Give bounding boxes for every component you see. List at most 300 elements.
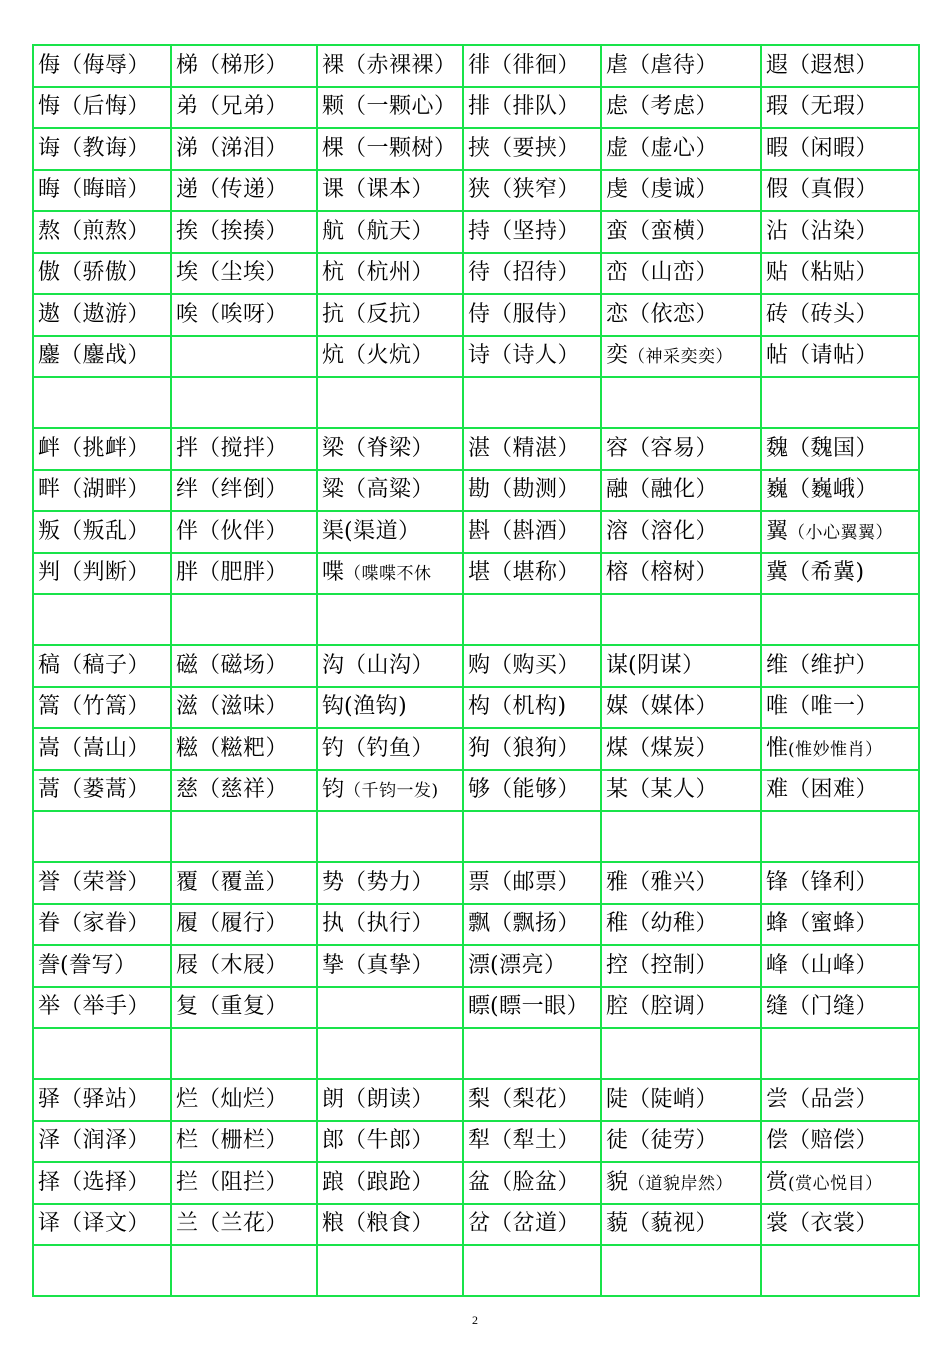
empty-cell xyxy=(317,377,463,428)
character-cell xyxy=(463,128,601,170)
empty-cell xyxy=(463,594,601,645)
example-word: （堪称） xyxy=(490,560,581,586)
character: 遐 xyxy=(766,52,789,78)
character: 蒿 xyxy=(38,777,61,803)
table-row xyxy=(33,170,919,212)
empty-cell xyxy=(317,811,463,862)
character: 控 xyxy=(606,952,629,978)
character-cell xyxy=(601,87,761,129)
example-word: (惟妙惟肖） xyxy=(788,739,883,760)
character: 伴 xyxy=(176,518,199,544)
empty-cell xyxy=(33,811,171,862)
character: 唯 xyxy=(766,694,789,720)
character-cell xyxy=(761,470,919,512)
example-word: （慈祥） xyxy=(198,777,289,803)
character-cell xyxy=(463,1079,601,1121)
table-row xyxy=(33,553,919,595)
character: 誊 xyxy=(38,952,61,978)
character-cell xyxy=(761,1121,919,1163)
example-word: （陡峭） xyxy=(628,1086,719,1112)
character-cell xyxy=(601,470,761,512)
character-cell xyxy=(463,553,601,595)
character-cell xyxy=(601,294,761,336)
empty-cell xyxy=(33,377,171,428)
table-row xyxy=(33,211,919,253)
example-word: （杭州） xyxy=(344,260,435,286)
character-cell xyxy=(601,336,761,378)
character-cell xyxy=(317,862,463,904)
example-word: （雅兴） xyxy=(628,869,719,895)
character-cell xyxy=(33,1204,171,1246)
character: 傲 xyxy=(38,260,61,286)
empty-cell xyxy=(463,377,601,428)
table-row xyxy=(33,904,919,946)
character-cell xyxy=(463,904,601,946)
table-row xyxy=(33,470,919,512)
character: 峦 xyxy=(606,260,629,286)
spacer-row xyxy=(33,811,919,862)
example-word: （滋味） xyxy=(198,694,289,720)
table-row xyxy=(33,294,919,336)
character: 裸 xyxy=(322,52,345,78)
character-cell xyxy=(171,45,317,87)
character: 难 xyxy=(766,777,789,803)
character: 冀 xyxy=(766,560,789,586)
example-word: （伙伴） xyxy=(198,518,289,544)
example-word: （山峦） xyxy=(628,260,719,286)
table-row xyxy=(33,45,919,87)
character: 某 xyxy=(606,777,629,803)
example-word: （木屐） xyxy=(198,952,289,978)
character-cell xyxy=(463,87,601,129)
example-word: （荣誉） xyxy=(60,869,151,895)
character: 慈 xyxy=(176,777,199,803)
table-row xyxy=(33,645,919,687)
character: 粮 xyxy=(322,1211,345,1237)
character-cell xyxy=(33,1079,171,1121)
example-word: （高粱） xyxy=(344,477,435,503)
character: 糍 xyxy=(176,735,199,761)
character-cell xyxy=(601,1162,761,1204)
character-cell xyxy=(171,1204,317,1246)
character-cell xyxy=(317,294,463,336)
character-cell xyxy=(761,1204,919,1246)
character: 熬 xyxy=(38,218,61,244)
character: 贴 xyxy=(766,260,789,286)
example-word: （尘埃） xyxy=(198,260,289,286)
character-cell xyxy=(171,1162,317,1204)
example-word: （侮辱） xyxy=(60,52,151,78)
empty-cell xyxy=(171,811,317,862)
character: 势 xyxy=(322,869,345,895)
character-cell xyxy=(33,428,171,470)
character: 涕 xyxy=(176,135,199,161)
character-cell xyxy=(33,987,171,1029)
character: 钩 xyxy=(322,694,345,720)
character: 巍 xyxy=(766,477,789,503)
character: 构 xyxy=(468,694,491,720)
character-cell xyxy=(601,211,761,253)
example-word: （遨游） xyxy=(60,301,151,327)
example-word: （晦暗） xyxy=(60,177,151,203)
character-cell xyxy=(33,87,171,129)
spacer-row xyxy=(33,377,919,428)
empty-cell xyxy=(317,594,463,645)
character: 待 xyxy=(468,260,491,286)
character-cell xyxy=(601,1121,761,1163)
character-cell xyxy=(317,470,463,512)
character: 票 xyxy=(468,869,491,895)
character: 郎 xyxy=(322,1128,345,1154)
example-word: （叛乱） xyxy=(60,518,151,544)
character-cell xyxy=(601,1079,761,1121)
example-word: （招待） xyxy=(490,260,581,286)
example-word: （肥胖） xyxy=(198,560,289,586)
example-word: （踉跄） xyxy=(344,1169,435,1195)
character: 埃 xyxy=(176,260,199,286)
character: 挨 xyxy=(176,218,199,244)
example-word: （虐待） xyxy=(628,52,719,78)
character: 驿 xyxy=(38,1086,61,1112)
example-word: (漂亮） xyxy=(490,952,567,978)
character-cell xyxy=(463,45,601,87)
empty-cell xyxy=(601,594,761,645)
example-word: （煤炭） xyxy=(628,735,719,761)
character: 魏 xyxy=(766,435,789,461)
character: 假 xyxy=(766,177,789,203)
character-cell xyxy=(761,553,919,595)
character: 遨 xyxy=(38,301,61,327)
example-word: （狭窄） xyxy=(490,177,581,203)
character: 蜂 xyxy=(766,911,789,937)
example-word: （粮食） xyxy=(344,1211,435,1237)
character-cell xyxy=(761,987,919,1029)
character-cell xyxy=(463,987,601,1029)
character: 犁 xyxy=(468,1128,491,1154)
character-cell xyxy=(463,470,601,512)
example-word: （航天） xyxy=(344,218,435,244)
example-word: （容易） xyxy=(628,435,719,461)
example-word: （腔调） xyxy=(628,994,719,1020)
character-cell xyxy=(463,511,601,553)
example-word: （媒体） xyxy=(628,694,719,720)
example-word: （虔诚） xyxy=(628,177,719,203)
empty-cell xyxy=(463,1245,601,1296)
character: 誉 xyxy=(38,869,61,895)
example-word: （阻拦） xyxy=(198,1169,289,1195)
character: 藐 xyxy=(606,1211,629,1237)
character-cell xyxy=(463,253,601,295)
character: 帖 xyxy=(766,343,789,369)
example-word: （唉呀） xyxy=(198,301,289,327)
example-word: （某人） xyxy=(628,777,719,803)
character-cell xyxy=(463,1121,601,1163)
character: 渠 xyxy=(322,518,345,544)
character: 悔 xyxy=(38,94,61,120)
example-word: （兄弟） xyxy=(198,94,289,120)
example-word: （赔偿） xyxy=(788,1128,879,1154)
example-word: （梯形） xyxy=(198,52,289,78)
example-word: （困难） xyxy=(788,777,879,803)
empty-cell xyxy=(601,1028,761,1079)
character-cell xyxy=(33,170,171,212)
example-word: （粘贴） xyxy=(788,260,879,286)
example-word: （小心翼翼） xyxy=(788,522,894,543)
empty-cell xyxy=(601,811,761,862)
example-word: （课本） xyxy=(344,177,435,203)
character-cell xyxy=(317,1204,463,1246)
example-word: （请帖） xyxy=(788,343,879,369)
character: 胖 xyxy=(176,560,199,586)
example-word: （磁场） xyxy=(198,652,289,678)
example-word: （驿站） xyxy=(60,1086,151,1112)
character-cell xyxy=(171,728,317,770)
character: 拦 xyxy=(176,1169,199,1195)
table-row xyxy=(33,1162,919,1204)
character-cell xyxy=(171,553,317,595)
character-cell xyxy=(463,728,601,770)
character: 奕 xyxy=(606,343,629,369)
character-cell xyxy=(601,862,761,904)
example-word: （藐视） xyxy=(628,1211,719,1237)
character: 溶 xyxy=(606,518,629,544)
example-word: （山峰） xyxy=(788,952,879,978)
character: 译 xyxy=(38,1211,61,1237)
example-word: （溶化） xyxy=(628,518,719,544)
example-word: （希冀) xyxy=(788,560,865,586)
character-cell xyxy=(317,87,463,129)
character: 炕 xyxy=(322,343,345,369)
character-cell xyxy=(761,336,919,378)
character-cell xyxy=(33,553,171,595)
character-cell xyxy=(33,862,171,904)
character: 锋 xyxy=(766,869,789,895)
character-cell xyxy=(761,904,919,946)
character: 兰 xyxy=(176,1211,199,1237)
empty-cell xyxy=(761,1245,919,1296)
character-cell xyxy=(33,945,171,987)
character: 维 xyxy=(766,652,789,678)
character: 侍 xyxy=(468,301,491,327)
example-word: （家眷） xyxy=(60,911,151,937)
character-cell xyxy=(33,728,171,770)
character: 踉 xyxy=(322,1169,345,1195)
table-row xyxy=(33,336,919,378)
character-cell xyxy=(761,428,919,470)
character-cell xyxy=(171,987,317,1029)
character: 滋 xyxy=(176,694,199,720)
example-word: （神采奕奕） xyxy=(628,347,734,368)
character-cell xyxy=(33,1121,171,1163)
character: 判 xyxy=(38,560,61,586)
spacer-row xyxy=(33,1245,919,1296)
empty-cell xyxy=(171,594,317,645)
character: 递 xyxy=(176,177,199,203)
empty-cell xyxy=(463,1028,601,1079)
example-word: （赤裸裸） xyxy=(344,52,457,78)
example-word: （灿烂） xyxy=(198,1086,289,1112)
character: 峰 xyxy=(766,952,789,978)
spacer-row xyxy=(33,1028,919,1079)
table-row xyxy=(33,1121,919,1163)
character: 湛 xyxy=(468,435,491,461)
character-cell xyxy=(317,770,463,812)
example-word: （机构) xyxy=(490,694,567,720)
character: 缝 xyxy=(766,994,789,1020)
character: 杭 xyxy=(322,260,345,286)
character: 梨 xyxy=(468,1086,491,1112)
empty-cell xyxy=(33,1245,171,1296)
character: 钧 xyxy=(322,777,345,803)
character: 堪 xyxy=(468,560,491,586)
example-word: （挨揍） xyxy=(198,218,289,244)
empty-cell xyxy=(601,1245,761,1296)
character-cell xyxy=(171,511,317,553)
character-cell xyxy=(761,294,919,336)
example-word: （煎熬） xyxy=(60,218,151,244)
character: 虔 xyxy=(606,177,629,203)
character: 瑕 xyxy=(766,94,789,120)
example-word: （一颗心） xyxy=(344,94,457,120)
character-cell xyxy=(171,428,317,470)
character: 购 xyxy=(468,652,491,678)
character: 稚 xyxy=(606,911,629,937)
example-word: （衣裳） xyxy=(788,1211,879,1237)
character-cell xyxy=(463,428,601,470)
character: 砖 xyxy=(766,301,789,327)
empty-cell xyxy=(317,1028,463,1079)
character-cell xyxy=(317,1079,463,1121)
character: 瞟 xyxy=(468,994,491,1020)
example-word: （魏国） xyxy=(788,435,879,461)
character: 容 xyxy=(606,435,629,461)
example-word: （反抗） xyxy=(344,301,435,327)
example-word: （徘徊） xyxy=(490,52,581,78)
empty-cell xyxy=(761,377,919,428)
example-word: （幼稚） xyxy=(628,911,719,937)
example-word: （无瑕） xyxy=(788,94,879,120)
character: 虐 xyxy=(606,52,629,78)
vocabulary-table-body xyxy=(33,45,919,1296)
example-word: （钓鱼） xyxy=(344,735,435,761)
empty-cell xyxy=(171,377,317,428)
character: 梯 xyxy=(176,52,199,78)
character-cell xyxy=(171,945,317,987)
example-word: （履行） xyxy=(198,911,289,937)
spacer-row xyxy=(33,594,919,645)
example-word: (渔钩) xyxy=(344,694,408,720)
character: 排 xyxy=(468,94,491,120)
character: 虑 xyxy=(606,94,629,120)
character-cell xyxy=(33,45,171,87)
character-cell xyxy=(171,862,317,904)
character-cell xyxy=(171,253,317,295)
character: 赏 xyxy=(766,1169,789,1195)
empty-cell xyxy=(463,811,601,862)
example-word: （邮票） xyxy=(490,869,581,895)
character: 稿 xyxy=(38,652,61,678)
example-word: （控制） xyxy=(628,952,719,978)
example-word: （真假） xyxy=(788,177,879,203)
example-word: （蛮横） xyxy=(628,218,719,244)
character: 尝 xyxy=(766,1086,789,1112)
character-cell xyxy=(601,128,761,170)
table-row xyxy=(33,511,919,553)
character: 煤 xyxy=(606,735,629,761)
character: 举 xyxy=(38,994,61,1020)
character: 侮 xyxy=(38,52,61,78)
character-cell xyxy=(171,170,317,212)
example-word: （绊倒） xyxy=(198,477,289,503)
character: 挚 xyxy=(322,952,345,978)
character-cell xyxy=(761,770,919,812)
character: 航 xyxy=(322,218,345,244)
character-cell xyxy=(317,1162,463,1204)
example-word: （糍粑） xyxy=(198,735,289,761)
character: 岔 xyxy=(468,1211,491,1237)
character-cell xyxy=(33,128,171,170)
example-word: （竹篙） xyxy=(60,694,151,720)
character-cell xyxy=(171,211,317,253)
example-word: （判断） xyxy=(60,560,151,586)
character-cell xyxy=(317,128,463,170)
character-cell xyxy=(463,336,601,378)
character-cell xyxy=(601,987,761,1029)
character: 泽 xyxy=(38,1128,61,1154)
character-cell xyxy=(317,428,463,470)
character: 篙 xyxy=(38,694,61,720)
example-word: （执行） xyxy=(344,911,435,937)
example-word: （闲暇） xyxy=(788,135,879,161)
character: 腔 xyxy=(606,994,629,1020)
character-cell xyxy=(317,511,463,553)
character: 融 xyxy=(606,477,629,503)
example-word: （锋利） xyxy=(788,869,879,895)
character-cell xyxy=(761,1162,919,1204)
table-row xyxy=(33,862,919,904)
table-row xyxy=(33,87,919,129)
example-word: （一颗树） xyxy=(344,135,457,161)
character: 鏖 xyxy=(38,343,61,369)
table-row xyxy=(33,1079,919,1121)
character: 叛 xyxy=(38,518,61,544)
character-cell xyxy=(33,645,171,687)
character-cell xyxy=(171,294,317,336)
example-word: （骄傲） xyxy=(60,260,151,286)
character: 唉 xyxy=(176,301,199,327)
character: 雅 xyxy=(606,869,629,895)
character: 颗 xyxy=(322,94,345,120)
example-word: （斟酒） xyxy=(490,518,581,544)
empty-cell xyxy=(33,594,171,645)
character-cell xyxy=(761,253,919,295)
empty-cell xyxy=(33,1028,171,1079)
character: 翼 xyxy=(766,518,789,544)
example-word: （选择） xyxy=(60,1169,151,1195)
example-word: （稿子） xyxy=(60,652,151,678)
example-word: (阴谋） xyxy=(628,652,705,678)
example-word: (渠道） xyxy=(344,518,421,544)
character-cell xyxy=(171,645,317,687)
character-cell xyxy=(171,904,317,946)
character: 梁 xyxy=(322,435,345,461)
character-cell xyxy=(601,770,761,812)
character-cell xyxy=(601,687,761,729)
empty-cell xyxy=(761,811,919,862)
character-cell xyxy=(171,1079,317,1121)
example-word: （脸盆） xyxy=(490,1169,581,1195)
example-word: （沾染） xyxy=(788,218,879,244)
